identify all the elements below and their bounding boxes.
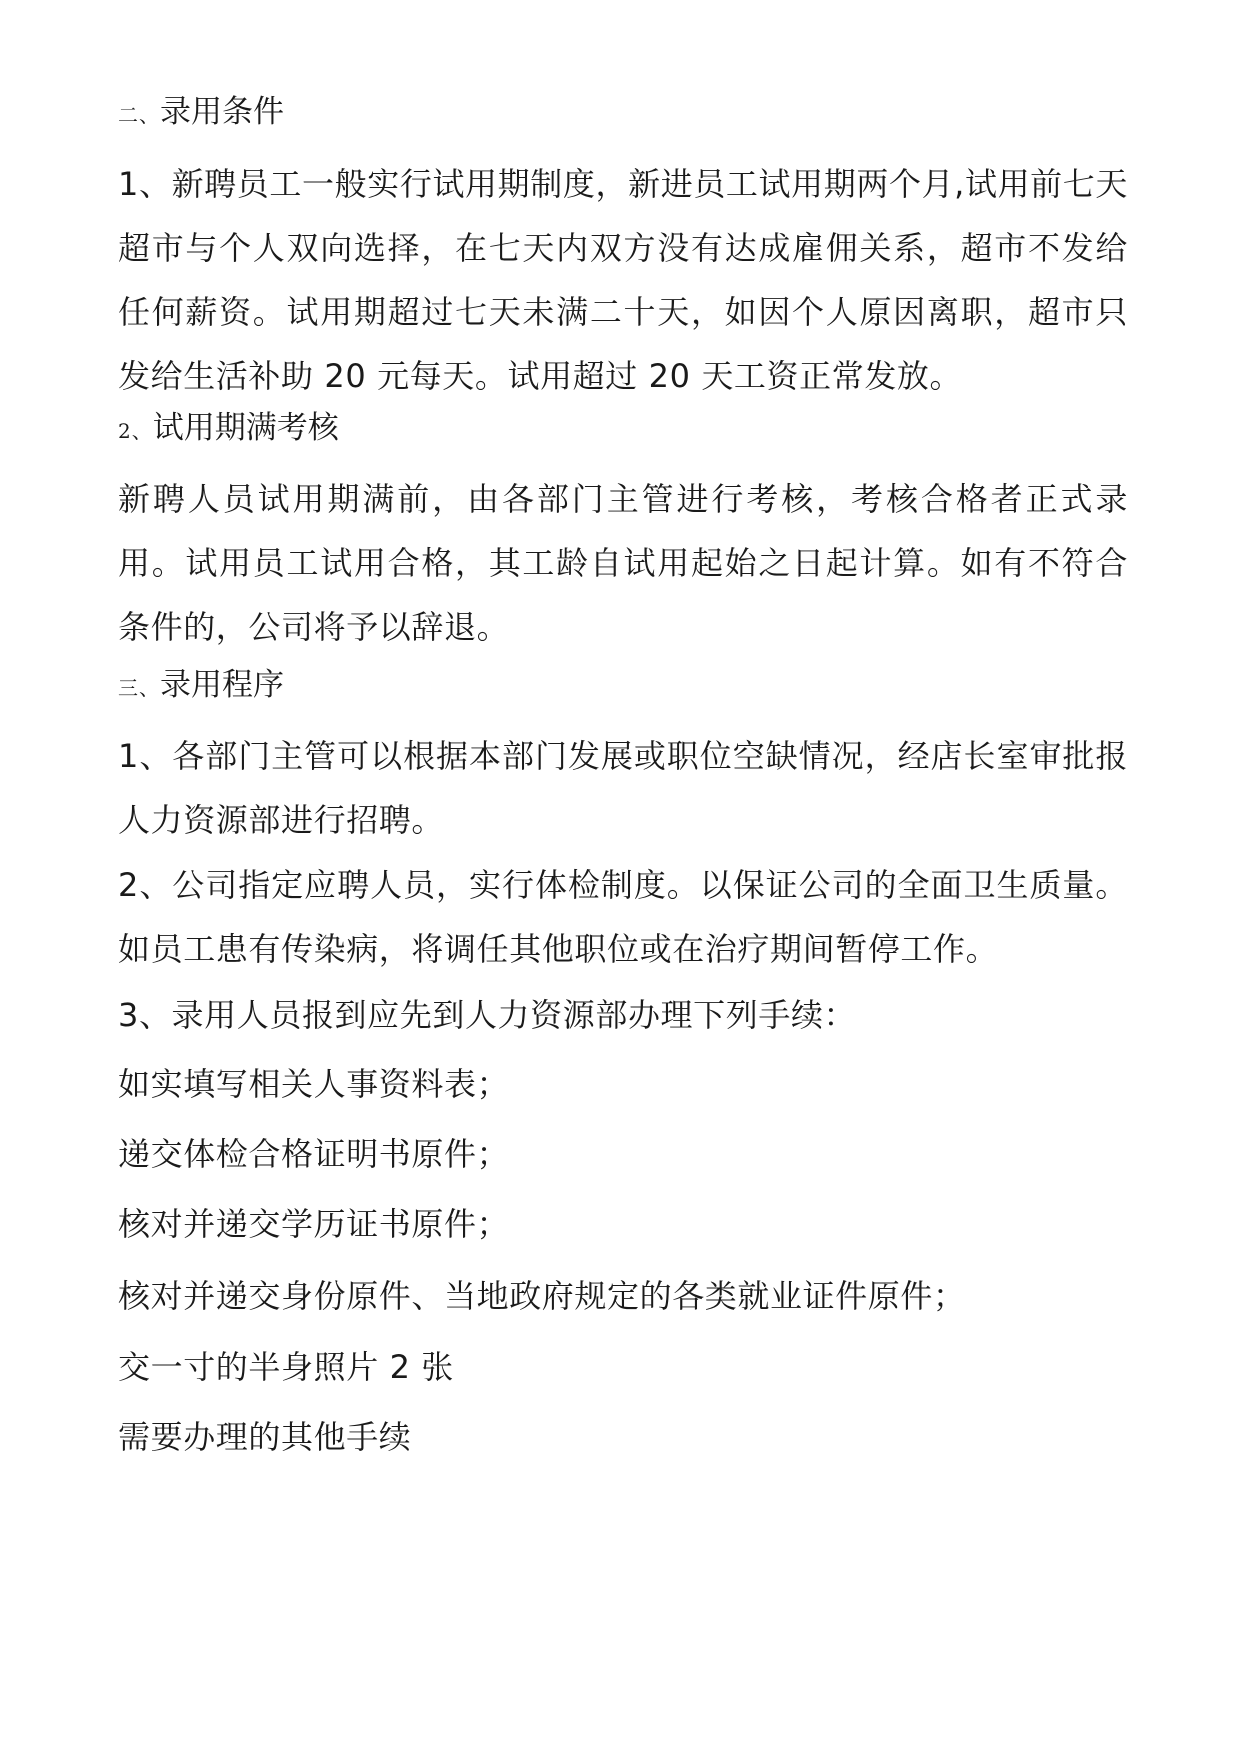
list-item: 交一寸的半身照片 2 张: [118, 1348, 454, 1386]
list-item: 如实填写相关人事资料表；: [118, 1065, 510, 1103]
paragraph-health-check: 2、公司指定应聘人员，实行体检制度。以保证公司的全面卫生质量。如员工患有传染病，将调任其他职位或在治疗期间暂停工作。: [118, 866, 1128, 968]
section-title: 录用程序: [160, 667, 284, 703]
subheading-title: 试用期满考核: [152, 410, 339, 446]
section-number: 三、: [118, 676, 160, 700]
list-item: 核对并递交身份原件、当地政府规定的各类就业证件原件；: [118, 1277, 966, 1315]
section-title: 录用条件: [160, 94, 284, 130]
section-number: 二、: [118, 103, 160, 127]
paragraph-onboarding-intro: 3、录用人员报到应先到人力资源部办理下列手续：: [118, 996, 857, 1034]
paragraph-recruitment-approval: 1、各部门主管可以根据本部门发展或职位空缺情况，经店长室审批报人力资源部进行招聘。: [118, 737, 1128, 839]
paragraph-probation-review: 新聘人员试用期满前，由各部门主管进行考核，考核合格者正式录用。试用员工试用合格，其工龄自试用起始之日起计算。如有不符合条件的，公司将予以辞退。: [118, 480, 1128, 646]
paragraph-probation-policy: 1、新聘员工一般实行试用期制度，新进员工试用期两个月,试用前七天超市与个人双向选择，在七天内双方没有达成雇佣关系，超市不发给任何薪资。试用期超过七天未满二十天，如因个人原因离职，超市只发给生活补助 20 元每天。试用超过 20 天工资正常发放。: [118, 165, 1128, 395]
section-heading-hiring-procedure: [118, 665, 284, 708]
section-heading-hiring-conditions: [118, 92, 284, 135]
list-item: 递交体检合格证明书原件；: [118, 1135, 510, 1173]
subheading-number: 2、: [118, 419, 153, 443]
subheading-probation-review: [118, 408, 339, 451]
list-item: 核对并递交学历证书原件；: [118, 1205, 510, 1243]
list-item: 需要办理的其他手续: [118, 1418, 412, 1456]
